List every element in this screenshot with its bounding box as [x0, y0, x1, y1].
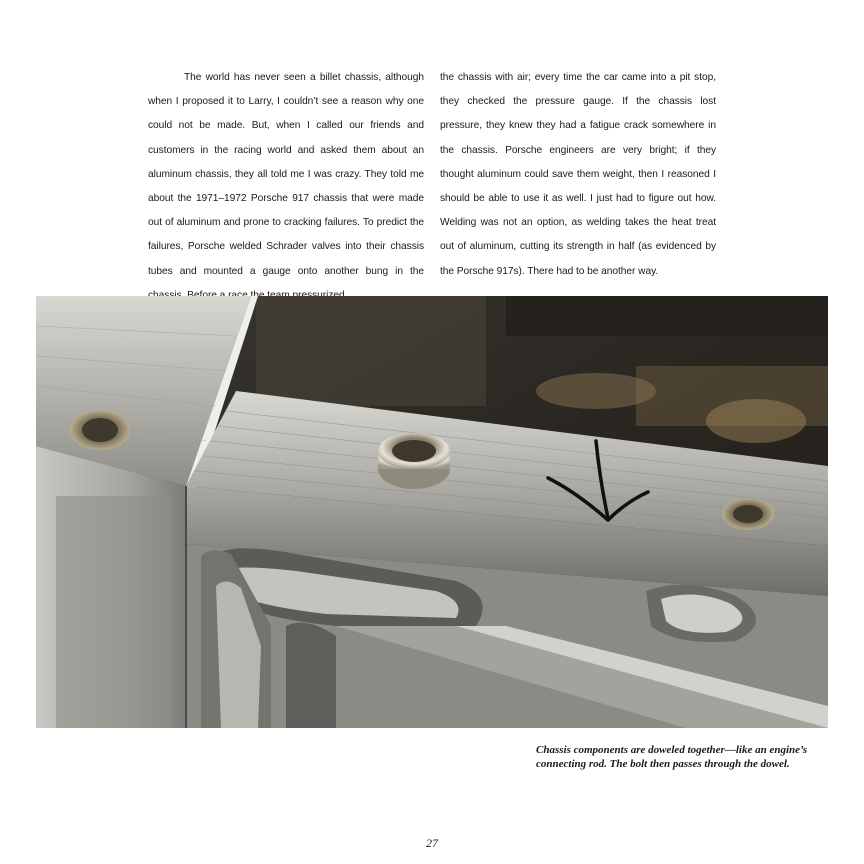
photo-caption: Chassis components are doweled together—like an engine’s connecting rod. The bolt then passes through the dowel.	[536, 744, 808, 770]
body-paragraph-right: the chassis with air; every time the car came into a pit stop, they checked the pressure gauge. If the chassis lost pressure, they knew they had a fatigue crack somewhere in the chassis. Porsche engineers are very bright; if they thought aluminum could save them weight, then I reasoned I should be able to use it as well. I just had to figure out how. Welding was not an option, as welding takes the heat treat out of aluminum, cutting its strength in half (as evidenced by the Porsche 917s). There had to be another way.	[440, 72, 716, 277]
body-text-left-column	[148, 66, 424, 308]
body-text-right-column	[440, 66, 716, 308]
page-number: 27	[426, 836, 438, 850]
chassis-photo	[36, 296, 828, 728]
body-text-columns	[148, 66, 716, 308]
body-paragraph-left: The world has never seen a billet chassis, although when I proposed it to Larry, I couldn’t see a reason why one could not be made. But, when I called our friends and customers in the racing world and asked them about an aluminum chassis, they all told me I was crazy. They told me about the 1971–1972 Porsche 917 chassis that were made out of aluminum and prone to cracking failures. To predict the failures, Porsche welded Schrader valves into their chassis tubes and mounted a gauge onto another bung in the	[148, 72, 424, 277]
